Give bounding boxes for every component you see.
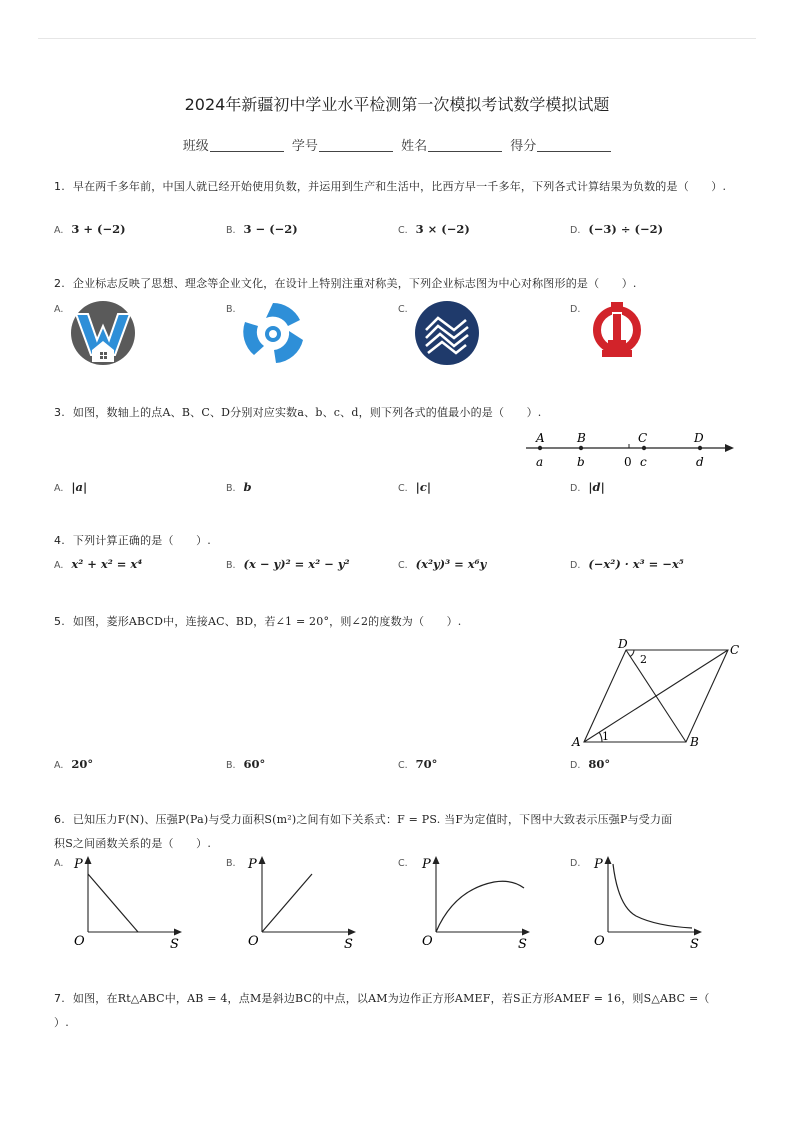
svg-text:O: O [594, 934, 605, 949]
q3-option-d[interactable]: D. |d| [570, 480, 605, 494]
svg-text:P: P [422, 857, 431, 872]
q6-option-d-label[interactable]: D. [570, 858, 581, 869]
logo-swirl-icon[interactable] [240, 300, 306, 366]
value-c-label: c [640, 455, 647, 469]
vertex-d-label: D [618, 637, 628, 651]
graph-a-linear-decrease[interactable] [66, 852, 186, 952]
q6-option-b-label[interactable]: B. [226, 858, 236, 869]
vertex-b-label: B [690, 735, 699, 749]
point-c-label: C [638, 431, 648, 445]
svg-text:P: P [594, 857, 603, 872]
svg-text:S: S [518, 937, 527, 952]
svg-text:S: S [690, 937, 699, 952]
svg-text:O: O [74, 934, 85, 949]
q4-options [54, 557, 754, 577]
q6-option-c-label[interactable]: C. [398, 858, 408, 869]
q3-option-a[interactable]: A. |a| [54, 480, 88, 494]
q1-option-c[interactable]: C. 3 × (−2) [398, 222, 470, 236]
value-a-label: a [536, 455, 544, 469]
q1-option-b[interactable]: B. 3 − (−2) [226, 222, 298, 236]
vertex-c-label: C [730, 643, 740, 657]
point-d-label: D [694, 431, 704, 445]
info-class-field[interactable]: 班级 [183, 135, 284, 154]
q4-option-b[interactable]: B. (x − y)² = x² − y² [226, 557, 350, 571]
q3-option-c[interactable]: C. |c| [398, 480, 432, 494]
q4-option-d[interactable]: D. (−x²) · x³ = −x⁵ [570, 557, 684, 571]
question-6: 6. 已知压力F(N)、压强P(Pa)与受力面积S(m²)之间有如下关系式：F = PS. 当F为定值时，下图中大致表示压强P与受力面 积S之间函数关系的是（ ）. [54, 813, 673, 850]
question-1 [54, 175, 746, 199]
graph-d-hyperbola[interactable] [586, 852, 706, 952]
point-a-label: A [536, 431, 545, 445]
q6-option-a-label[interactable]: A. [54, 858, 64, 869]
q5-option-b[interactable]: B. 60° [226, 757, 266, 771]
logo-railway-icon[interactable] [584, 300, 650, 366]
svg-text:P: P [248, 857, 257, 872]
top-divider [38, 38, 756, 39]
q2-option-d-label[interactable]: D. [570, 304, 581, 315]
value-d-label: d [696, 455, 704, 469]
point-b-label: B [577, 431, 586, 445]
svg-text:O: O [248, 934, 259, 949]
q4-option-c[interactable]: C. (x²y)³ = x⁶y [398, 557, 487, 571]
q5-option-c[interactable]: C. 70° [398, 757, 438, 771]
q5-option-a[interactable]: A. 20° [54, 757, 94, 771]
svg-text:S: S [344, 937, 353, 952]
q3-options [54, 480, 754, 500]
angle-2-label: 2 [640, 653, 647, 666]
student-info-row [0, 135, 794, 154]
question-4: 4. 下列计算正确的是（ ）. [54, 534, 212, 547]
question-7: 7. 如图，在Rt△ABC中，AB = 4，点M是斜边BC的中点，以AM为边作正方形AMEF，若S正方形AMEF = 16，则S△ABC =（ ）. [54, 992, 710, 1029]
svg-text:P: P [74, 857, 83, 872]
logo-w-icon[interactable] [70, 300, 136, 366]
value-b-label: b [577, 455, 585, 469]
rhombus-figure [566, 636, 746, 752]
zero-label: 0 [624, 455, 632, 469]
q5-options [54, 757, 754, 777]
graph-c-concave-curve[interactable] [414, 852, 534, 952]
q1-option-d[interactable]: D. (−3) ÷ (−2) [570, 222, 664, 236]
svg-text:S: S [170, 937, 179, 952]
q1-option-a[interactable]: A. 3 + (−2) [54, 222, 126, 236]
question-number: 1. [54, 180, 65, 193]
svg-text:O: O [422, 934, 433, 949]
q2-option-a-label[interactable]: A. [54, 304, 64, 315]
question-text: 早在两千多年前，中国人就已经开始使用负数，并运用到生产和生活中，比西方早一千多年，下列各式计算结果为负数的是（ ）. [72, 180, 727, 193]
question-5: 5. 如图，菱形ABCD中，连接AC、BD，若∠1 = 20°，则∠2的度数为（ ）. [54, 615, 462, 628]
question-3: 3. 如图，数轴上的点A、B、C、D分别对应实数a、b、c、d，则下列各式的值最小的是（ ）. [54, 406, 542, 419]
q2-option-b-label[interactable]: B. [226, 304, 236, 315]
logo-stripes-icon[interactable] [414, 300, 480, 366]
q3-option-b[interactable]: B. b [226, 480, 252, 494]
q4-option-a[interactable]: A. x² + x² = x⁴ [54, 557, 143, 571]
q5-option-d[interactable]: D. 80° [570, 757, 611, 771]
info-id-field[interactable]: 学号 [292, 135, 393, 154]
angle-1-label: 1 [602, 730, 609, 743]
graph-b-linear-increase[interactable] [240, 852, 360, 952]
number-line-figure [520, 428, 742, 472]
q1-options [54, 222, 754, 242]
info-score-field[interactable]: 得分 [510, 135, 611, 154]
info-name-field[interactable]: 姓名 [401, 135, 502, 154]
vertex-a-label: A [572, 735, 581, 749]
page-title: 2024年新疆初中学业水平检测第一次模拟考试数学模拟试题 [184, 95, 610, 114]
q2-option-c-label[interactable]: C. [398, 304, 408, 315]
question-2: 2. 企业标志反映了思想、理念等企业文化，在设计上特别注重对称美，下列企业标志图为中心对称图形的是（ ）. [54, 277, 637, 290]
